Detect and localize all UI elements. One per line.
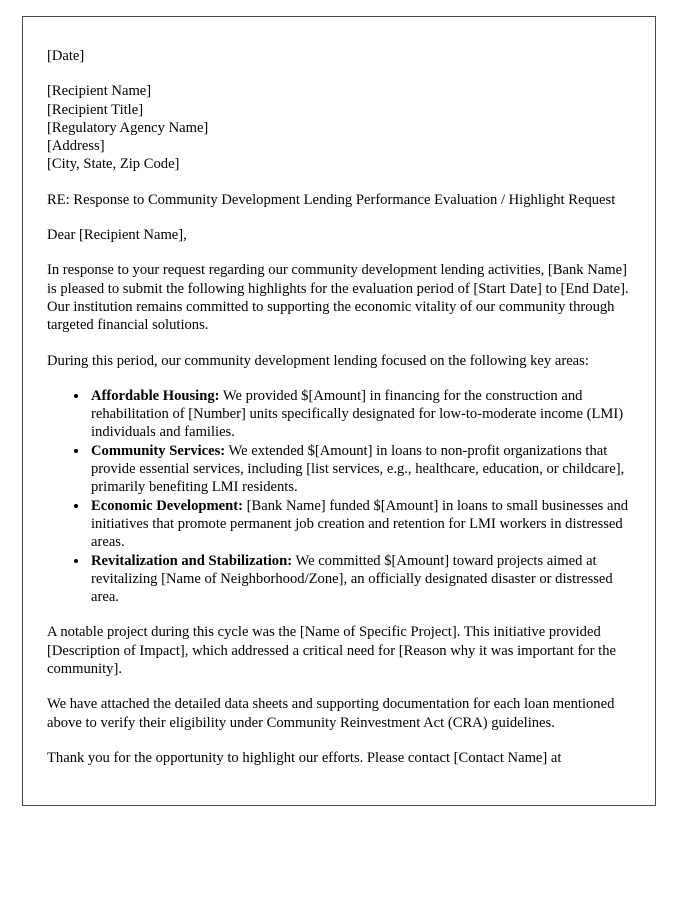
bullet-label: Affordable Housing:: [91, 387, 220, 404]
recipient-name: [Recipient Name]: [47, 83, 152, 100]
list-item: [89, 497, 633, 552]
list-item: [89, 387, 633, 442]
salutation: Dear [Recipient Name],: [47, 227, 187, 244]
focus-areas-lead: During this period, our community development lending focused on the following key areas:: [47, 352, 589, 369]
bullet-text: [Bank Name] funded $[Amount] in loans to small businesses and initiatives that promote permanent job creation and retention for LMI workers in distressed areas.: [91, 497, 629, 551]
focus-areas-list: [47, 387, 633, 607]
list-item: [89, 552, 633, 607]
recipient-title: [Recipient Title]: [47, 101, 144, 118]
letter-sheet: [22, 16, 656, 806]
recipient-agency: [Regulatory Agency Name]: [47, 119, 209, 136]
date-block: [47, 47, 633, 65]
notable-project-paragraph: A notable project during this cycle was the [Name of Specific Project]. This initiative provided [Description of Impact], which addressed a critical need for [Reason why it was important for the community].: [47, 624, 616, 678]
list-item: [89, 442, 633, 497]
recipient-address: [Address]: [47, 138, 105, 155]
bullet-label: Community Services:: [91, 442, 226, 459]
letter-body: [47, 47, 633, 784]
closing-paragraph: Thank you for the opportunity to highlight our efforts. Please contact [Contact Name] at: [47, 749, 562, 766]
recipient-city-state-zip: [City, State, Zip Code]: [47, 156, 180, 173]
bullet-text: We provided $[Amount] in financing for the construction and rehabilitation of [Number] units specifically designated for low-to-moderate income (LMI) individuals and families.: [91, 387, 624, 441]
bullet-text: We extended $[Amount] in loans to non-profit organizations that provide essential services, including [list services, e.g., healthcare, education, or childcare], primarily benefiting LMI residents.: [91, 442, 625, 496]
intro-paragraph: In response to your request regarding our community development lending activities, [Bank Name] is pleased to submit the following highlights for the evaluation period of [Start Date] to [End Date]. Our institution remains committed to supporting the economic vitality of our community through targeted financial solutions.: [47, 262, 629, 334]
attachments-paragraph: We have attached the detailed data sheets and supporting documentation for each loan mentioned above to verify their eligibility under Community Reinvestment Act (CRA) guidelines.: [47, 696, 615, 731]
bullet-text: We committed $[Amount] toward projects aimed at revitalizing [Name of Neighborhood/Zone], an officially designated disaster or distressed area.: [91, 552, 613, 606]
recipient-block: [47, 82, 633, 173]
bullet-label: Economic Development:: [91, 497, 243, 514]
date-line: [Date]: [47, 48, 85, 64]
bullet-label: Revitalization and Stabilization:: [91, 552, 293, 569]
subject-line: RE: Response to Community Development Lending Performance Evaluation / Highlight Request: [47, 191, 616, 208]
